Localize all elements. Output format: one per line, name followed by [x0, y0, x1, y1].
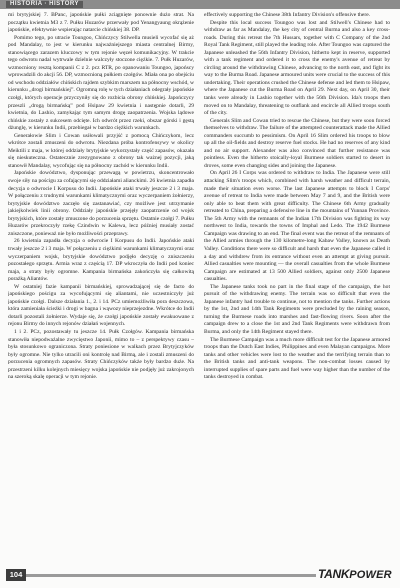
article-column-english	[204, 12, 390, 560]
footer-divider	[26, 574, 316, 577]
paragraph: The Burmese Campaign was a much more difficult test for the Japanese armored troops than the Dutch East Indies, Philippines and even Malayan campaigns. More tanks and other vehicles were lost to the weather and the terrifying terrain than to the British tanks and anti-tank weapons. The non-combat losses caused by interrupted supplies of spare parts and fuel were way higher than the number of the tanks destroyed in combat.	[204, 336, 390, 381]
paragraph: Generałowie Slim i Cowan usiłowali przyjść z pomocą Chińczykom, lecz wkrótce zostali zmuszeni do odwrotu. Niezdana próba kontrofensywy w okolicy Meiktili z maja, w której oddziały brytyjskie wykorzystały część zapasów, okazała się nieskuteczna. Ostatecznie zrezygnowano z obrony tak ważnej pozycji, jaką stanowił Mandalay, wycofując się na północny zachód w kierunku Indii.	[8, 132, 194, 169]
paragraph: Japońskie dowództwo, dysponując przewagą w powietrzu, skoncentrowało swoje siły na pościgu za cofającymi się oddziałami alianckimi. 26 kwietnia zapadła decyzja o odwrocie I Korpusu do Indii. Japońskie ataki trwały jeszcze 2 i 3 maja. W połączeniu z trudnymi warunkami klimatycznymi oraz wyczerpaniem żołnierzy, brytyjskie dowództwo zaczęło się zastanawiać, czy możliwe jest utrzymanie jakiejkolwiek linii obrony. Oddziały japońskie przejęły zaopatrzenie od wojsk brytyjskich, które zostały zmuszone do porzucenia sprzętu. Ostatnie czołgi 7. Pułku Huzarów przekroczyły rzekę Czindwin w Kalewa, lecz później musiały zostać zniszczone, ponieważ nie było możliwości przeprawy.	[8, 170, 194, 237]
paragraph: Pomimo tego, po utracie Toungoo, Chińczycy Stilwella musieli wycofać się aż pod Mandalay, to jest w kierunku najważniejszego miasta centralnej Birmy, stanowiącego zarazem kluczowy w tym rejonie węzeł komunikacyjny. W trakcie tego odwrotu nadal wytrwale dzielnie walczyły stoczone ciężkie. 7. Pułk Huzarów, wzmocniony resztą kompanii C z 2. pcz RTR, po opanowaniu Toungoo, japońscy wprowadzili do akcji 56. DP, wzmocnioną pułkiem czołgów. Miała ona po obejściu od wschodu oddziałów chińskich rajdem szybkim marszem na północny wschód, w kierunku „drogi birmańskiej”. Ogromną rolę w tych działaniach odegrały japońskie czołgi, których operacje przyczyniły się do rozbicia obrony chińskiej. Japończycy przeszli „drogą birmańską” pod Hsipaw 29 kwietnia i następnie dotarli, 29 kwietnia, do Lashio, zamykając tym samym drogę zaopatrzenia. Wojska lądowe chińskie zostały z sukcesem odcięte. Ich odwrót przez rzeki, obszar górski i gęstą dżunglę, w kierunku Indii, przebiegał w bardzo ciężkich warunkach.	[8, 34, 194, 132]
article-column-polish	[8, 12, 194, 560]
magazine-logo	[318, 567, 396, 581]
header-band	[0, 0, 400, 9]
paragraph: effectively supporting the Chinese 38th Infantry Division's offensive there.	[204, 12, 371, 18]
paragraph: Generals Slim and Cowan tried to rescue the Chinese, but they were soon forced themselves to withdraw. The failure of the attempted counterattack made the Allied commanders succumb to pessimism. On April 16 Slim ordered his troops to blow up all the oil-fields and destroy reserve fuel stocks. He had no reserves of any kind and no air support. Alexander was also convinced that further resistance was pointless. Even the hitherto stoically-loyal Burmese soldiers started to desert in droves, some even changing sides and joining the Japanese.	[204, 117, 390, 169]
paragraph: On April 26 I Corps was ordered to withdraw to India. The Japanese were still attacking Slim's troops which, combined with harsh weather and difficult terrain, made their situation even worse. The last Japanese attempts to block I Corps' avenue of retreat to India were made between May 7 and 9, and the British were only able to beat them with great difficulty. The Chinese 6th Army gradually retreated to China, preparing a defensive line in the mountains of Yunnan Province. The 5th Army with the remnants of the Indian 17th Division was fighting its way northwest to India, towards the towns of Imphal and Ledo. The 1942 Burmese Campaign was drawing to an end. The final event was the retreat of the remnants of the Allied armies through the 130 kilometre-long Kabaw Valley, known as Death Valley. Conditions there were so difficult and harsh that even the Japanese called it a day and withdrew from its entrance without even an attempt at giving pursuit. Allied casualties were mounting — the overall casualties from the whole Burmese Campaign are estimated at 13 500 Allied soldiers, against only 2500 Japanese casualties.	[204, 170, 390, 283]
paragraph: 1 i 2. PCz, pozostawały tu jeszcze 14. Pułk Czołgów. Kampania birmańska stanowiła niepodważalne zwycięstwo Japonii, mimo to – z perspektywy czasu – była stosunkowo ograniczona. Straty poniesione w walkach przez Brytyjczyków były ogromne. Nie tylko utracili oni kontrolę nad Birmą, ale i zostali zmuszeni do porzucenia ogromnych zapasów. Straty Chińczyków także były bardzo duże. Na przestrzeni kilku kolejnych miesięcy wojska japońskie nie podjęły już zakrojonych na szeroką skalę operacji w tym rejonie.	[8, 328, 194, 381]
section-tag: HISTORIA · HISTORY	[6, 1, 83, 8]
paragraph: The Japanese tanks took no part in the final stage of the campaign, the hot pursuit of the withdrawing enemy. The terrain was so difficult that even the Japanese infantry had trouble to continue, not to mention the tanks. Further actions by the 1st, 2nd and 14th Tank Regiments were precluded by the raining season, turning the Burmese roads into marshes and fast-flowing rivers. Soon after the campaign drew to a close the 1st and 2nd Tank Regiments were withdrawn from Burma, and only the 14th Regiment stayed there.	[204, 283, 390, 335]
paragraph: 26 kwietnia zapadła decyzja o odwrocie I Korpusu do Indii. Japońskie ataki trwały jeszcze 2 i 3 maja. W połączeniu z ciężkimi warunkami klimatycznymi oraz wyczerpaniem wojsk, brytyjskie dowództwo podjęło decyzję o zniszczeniu pozostałego sprzętu. Armia wraz z częścią 17. DP wkroczyła do Indii pod koniec maja, a straty były ogromne. Kampania birmańska zakończyła się całkowitą porażką Aliantów.	[8, 238, 194, 283]
paragraph: mi brytyjskiej 7. BPanc, japońskie pułki zciągnięte ponownie dużo strat. Na początku kwietnia M3 z 7. Pułku Huzarów przerwały pod Yenangyaung okrążenie japońskie, efektywnie wspierając natarcie chińskiej 38. DP.	[8, 12, 194, 34]
paragraph: Despite this local success Toungoo was lost and Stilwell's Chinese had to withdraw as far as Mandalay, the key city of central Burma and also a key cross-roads. During this retreat the 7th Hussars, together with C Company of the 2nd Royal Tank Regiment, still played the leading role. After Toungoo was captured the Japanese unleashed the 56th Infantry Division, hitherto kept in reserve, supported with a tank regiment and ordered it to cross the enemy's avenue of retreat by circling around the withdrawing Chinese, advancing to the north east, and fight its way to the Burma Road. Japanese armoured units were crucial to the success of this undertaking. Their operations crushed the Chinese defense and led them to Hsipaw, where the Japanese cut the Burma Road on April 29. Next day, on April 30, their tanks were already in Lashio together with the 56th Division. Ida's troops then moved on to Mandalay, threatening to outflank and encircle all Allied troops south of the city.	[204, 19, 390, 117]
logo-word-power: POWER	[349, 569, 392, 581]
page-number: 104	[6, 569, 26, 581]
logo-word-tank: TANK	[318, 567, 350, 581]
paragraph: W ostatniej fazie kampanii birmańskiej, sprowadzającej się de facto do japońskiego pościgu za wycofującymi się aliantami, nie uczestniczyły już japońskie czołgi. Dalsze działania 1., 2. i 14. PCz umiemożliwiła pora deszczowa, która zamieniała ścieżki i drogi w bagna i wąwozy nieprzejezdne. Wkrótce do Indii dotarli pozostali żołnierze. Wydaje się, że czołgi japońskie zostały ewakuowane z rejonu Birmy do innych rejonów działań wojennych.	[8, 283, 194, 328]
